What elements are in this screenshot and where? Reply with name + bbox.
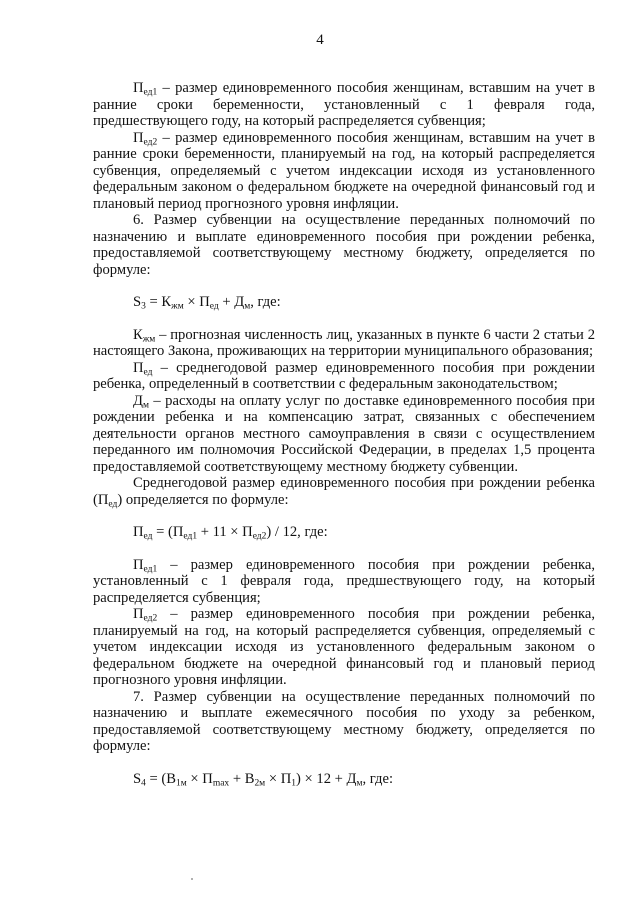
- paragraph: $П_{ед}$ – среднегодовой размер единовременного пособия при рождении ребенка, определенный в соответствии с федеральным законодательством;: [93, 359, 595, 392]
- spacer: [93, 541, 595, 557]
- paragraph: $П_{ед2}$ – размер единовременного пособия при рождении ребенка, планируемый на год, на который распределяется субвенция, определяемый с учетом индексации исходя из установленного федеральным законом о федеральном бюджете на очередной финансовый год и плановый период прогнозного уровня инфляции.: [93, 606, 595, 688]
- paragraph: Среднегодовой размер единовременного пособия при рождении ребенка $(П_{ед})$ определяется по формуле:: [93, 475, 595, 509]
- formula: $S_3 = К_{жм} \times П_{ед} + Д_м$, где:: [133, 294, 281, 312]
- paragraph: $П_{ед1}$ – размер единовременного пособия женщинам, вставшим на учет в ранние сроки беременности, установленный с 1 февраля года, предшествующего году, на который распределяется субвенция;: [93, 80, 595, 129]
- paragraph: 7. Размер субвенции на осуществление переданных полномочий по назначению и выплате ежемесячного пособия по уходу за ребенком, предоставляемой соответствующему местному бюджету, определяется по формуле:: [93, 688, 595, 754]
- paragraph: $П_{ед1}$ – размер единовременного пособия при рождении ребенка, установленный с 1 февраля года, предшествующего году, на который распределяется субвенция;: [93, 556, 595, 606]
- spacer: [93, 278, 595, 294]
- formula: $S_4 = (В_{1м} \times П_{max} + В_{2м} \times П_1) \times 12 + Д_м$, где:: [133, 770, 394, 788]
- spacer: [93, 508, 595, 524]
- paragraph: 6. Размер субвенции на осуществление переданных полномочий по назначению и выплате единовременного пособия при рождении ребенка, предоставляемой соответствующему местному бюджету, определяется по формуле:: [93, 212, 595, 278]
- paragraph: $Д_м$ – расходы на оплату услуг по доставке единовременного пособия при рождении ребенка и на компенсацию затрат, связанных с обеспечением деятельности органов местного самоуправления в связи с осуществлением переданного им полномочия Российской Федерации, в пределах 1,5 процента предоставляемой соответствующему местному бюджету субвенции.: [93, 392, 595, 475]
- formula: $П_{ед} = (П_{ед1} + 11 \times П_{ед2}) / 12$, где:: [133, 524, 328, 542]
- document-body: [93, 80, 595, 787]
- scan-speck: [191, 878, 193, 880]
- paragraph: $П_{ед2}$ – размер единовременного пособия женщинам, вставшим на учет в ранние сроки беременности, планируемый на год, на который распределяется субвенция, определяемый с учетом индексации исходя из установленного федеральным законом о федеральном бюджете на очередной финансовый год и плановый период прогнозного уровня инфляции.: [93, 129, 595, 212]
- spacer: [93, 755, 595, 771]
- paragraph: $К_{жм}$ – прогнозная численность лиц, указанных в пункте 6 части 2 статьи 2 настоящего Закона, проживающих на территории муниципального образования;: [93, 326, 595, 359]
- page-number: 4: [316, 32, 324, 48]
- spacer: [93, 311, 595, 327]
